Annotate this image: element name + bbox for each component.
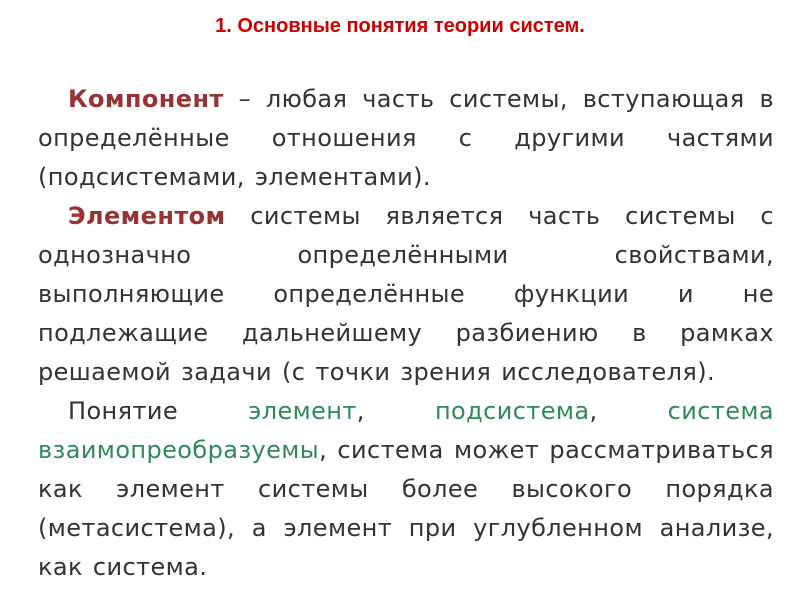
separator-1: ,	[356, 397, 435, 425]
paragraph-element	[38, 197, 774, 392]
paragraph-element-text: системы является часть системы с однозначно определёнными свойствами, выполняющие определённые функции и не подлежащие дальнейшему разбиению в рамках решаемой задачи (с точки зрения исследователя).	[38, 202, 774, 386]
paragraph-concept	[38, 392, 774, 587]
body-text	[38, 80, 774, 587]
paragraph-concept-lead: Понятие	[68, 397, 249, 425]
slide-title: 1. Основные понятия теории систем.	[215, 15, 585, 37]
term-element: Элементом	[68, 202, 226, 230]
paragraph-component	[38, 80, 774, 197]
term-element-green: элемент	[248, 397, 357, 425]
term-system-interconvertible: система взаимопреобразуемы	[38, 397, 774, 464]
separator-2: ,	[589, 397, 668, 425]
paragraph-concept-text: , система может рассматриваться как элемент системы более высокого порядка (метасистема), а элемент при углубленном анализе, как система.	[38, 436, 774, 581]
paragraph-component-text: – любая часть системы, вступающая в определённые отношения с другими частями (подсистемами, элементами).	[38, 85, 774, 191]
term-component: Компонент	[68, 85, 224, 113]
term-subsystem-green: подсистема	[434, 397, 590, 425]
